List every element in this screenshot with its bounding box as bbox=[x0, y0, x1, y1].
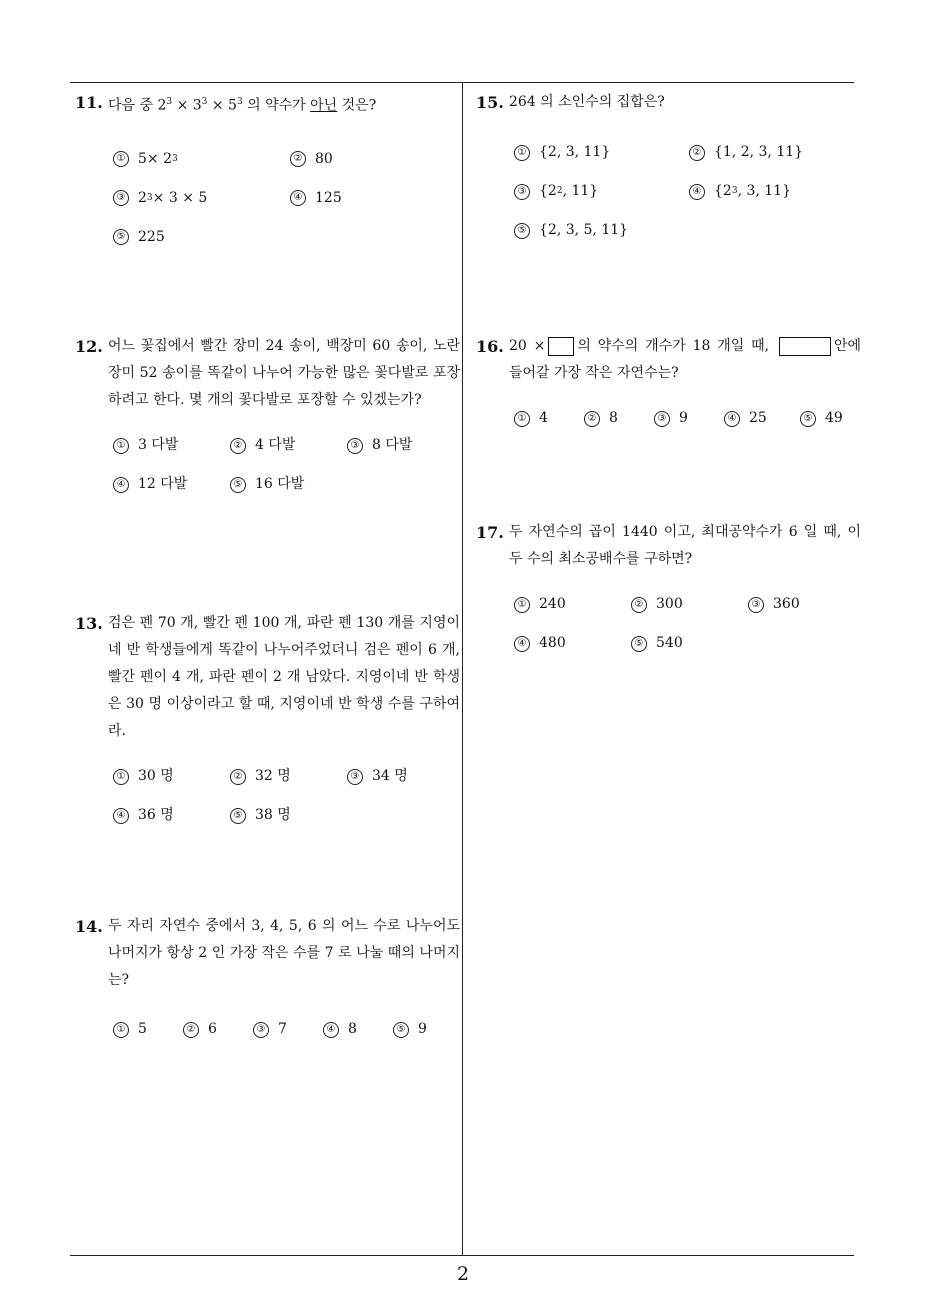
question-text: 검은 펜 70 개, 빨간 펜 100 개, 파란 펜 130 개를 지영이네 반 학생들에게 똑같이 나누어주었더니 검은 펜이 6 개, 빨간 펜이 4 개, 파란 펜이 2 개 남았다. 지영이네 반 학생은 30 명 이상이라고 할 때, 지영이네 반 학생 수를 구하여라. bbox=[108, 615, 460, 739]
choice-1[interactable]: ① 30 명 bbox=[113, 763, 230, 790]
choice-5[interactable]: ⑤ 16 다발 bbox=[230, 471, 304, 498]
question-text: 다음 중 $2^3 \times 3^3 \times 5^3$ 의 약수가 아닌 것은? bbox=[108, 97, 377, 114]
question-13 bbox=[75, 610, 460, 835]
choice-3[interactable]: ③ 7 bbox=[253, 1016, 323, 1043]
choice-1[interactable]: ① 240 bbox=[514, 591, 631, 618]
choice-5[interactable]: ⑤ 9 bbox=[393, 1016, 427, 1043]
choice-3[interactable]: ③ {2 2 , 11} bbox=[514, 178, 689, 205]
choice-2[interactable]: ② 80 bbox=[290, 146, 333, 173]
choice-1[interactable]: ① 5× 2 3 bbox=[113, 146, 290, 173]
question-12 bbox=[75, 333, 460, 504]
question-number: 16. bbox=[476, 337, 504, 356]
choice-4[interactable]: ④ 480 bbox=[514, 630, 631, 657]
choice-3[interactable]: ③ 34 명 bbox=[347, 763, 408, 790]
choice-2[interactable]: ② 8 bbox=[584, 405, 654, 432]
blank-box bbox=[779, 337, 831, 356]
choice-2[interactable]: ② 32 명 bbox=[230, 763, 347, 790]
question-text: 264 의 소인수의 집합은? bbox=[509, 94, 665, 110]
choice-5[interactable]: ⑤ {2, 3, 5, 11} bbox=[514, 217, 628, 244]
choice-3[interactable]: ③ 9 bbox=[654, 405, 724, 432]
bottom-rule bbox=[70, 1255, 854, 1256]
choice-5[interactable]: ⑤ 38 명 bbox=[230, 802, 291, 829]
choice-4[interactable]: ④ 12 다발 bbox=[113, 471, 230, 498]
choice-4[interactable]: ④ 125 bbox=[290, 185, 342, 212]
choice-5[interactable]: ⑤ 540 bbox=[631, 630, 683, 657]
underlined-word: 아닌 bbox=[310, 97, 338, 114]
question-text: 20 × 의 약수의 개수가 18 개일 때, 안에 들어갈 가장 작은 자연수는? bbox=[509, 338, 861, 381]
question-11 bbox=[75, 89, 460, 257]
question-14 bbox=[75, 913, 460, 1049]
page-number: 2 bbox=[456, 1263, 470, 1285]
question-number: 14. bbox=[75, 917, 103, 936]
choice-4[interactable]: ④ {2 3 , 3, 11} bbox=[689, 178, 791, 205]
choice-2[interactable]: ② 6 bbox=[183, 1016, 253, 1043]
question-number: 17. bbox=[476, 523, 504, 542]
choice-2[interactable]: ② {1, 2, 3, 11} bbox=[689, 139, 803, 166]
question-text: 두 자리 자연수 중에서 3, 4, 5, 6 의 어느 수로 나누어도 나머지가 항상 2 인 가장 작은 수를 7 로 나눌 때의 나머지는? bbox=[108, 918, 460, 988]
choice-5[interactable]: ⑤ 225 bbox=[113, 224, 165, 251]
choice-3[interactable]: ③ 2 3 × 3 × 5 bbox=[113, 185, 290, 212]
question-15 bbox=[476, 89, 861, 250]
question-number: 12. bbox=[75, 337, 103, 356]
choice-4[interactable]: ④ 25 bbox=[724, 405, 800, 432]
choice-4[interactable]: ④ 36 명 bbox=[113, 802, 230, 829]
choice-1[interactable]: ① 5 bbox=[113, 1016, 183, 1043]
choice-1[interactable]: ① 3 다발 bbox=[113, 432, 230, 459]
question-16 bbox=[476, 333, 861, 438]
choice-3[interactable]: ③ 8 다발 bbox=[347, 432, 412, 459]
blank-box bbox=[548, 337, 574, 356]
choice-4[interactable]: ④ 8 bbox=[323, 1016, 393, 1043]
question-text: 두 자연수의 곱이 1440 이고, 최대공약수가 6 일 때, 이 두 수의 최소공배수를 구하면? bbox=[509, 524, 861, 567]
question-number: 11. bbox=[75, 93, 103, 112]
choice-1[interactable]: ① 4 bbox=[514, 405, 584, 432]
question-text: 어느 꽃집에서 빨간 장미 24 송이, 백장미 60 송이, 노란 장미 52 송이를 똑같이 나누어 가능한 많은 꽃다발로 포장하려고 한다. 몇 개의 꽃다발로 포장할 수 있겠는가? bbox=[108, 338, 460, 408]
choice-1[interactable]: ① {2, 3, 11} bbox=[514, 139, 689, 166]
choice-5[interactable]: ⑤ 49 bbox=[800, 405, 843, 432]
choice-2[interactable]: ② 4 다발 bbox=[230, 432, 347, 459]
question-number: 15. bbox=[476, 93, 504, 112]
choice-3[interactable]: ③ 360 bbox=[748, 591, 800, 618]
question-17 bbox=[476, 519, 861, 663]
question-number: 13. bbox=[75, 614, 103, 633]
column-divider bbox=[462, 82, 463, 1256]
choice-2[interactable]: ② 300 bbox=[631, 591, 748, 618]
